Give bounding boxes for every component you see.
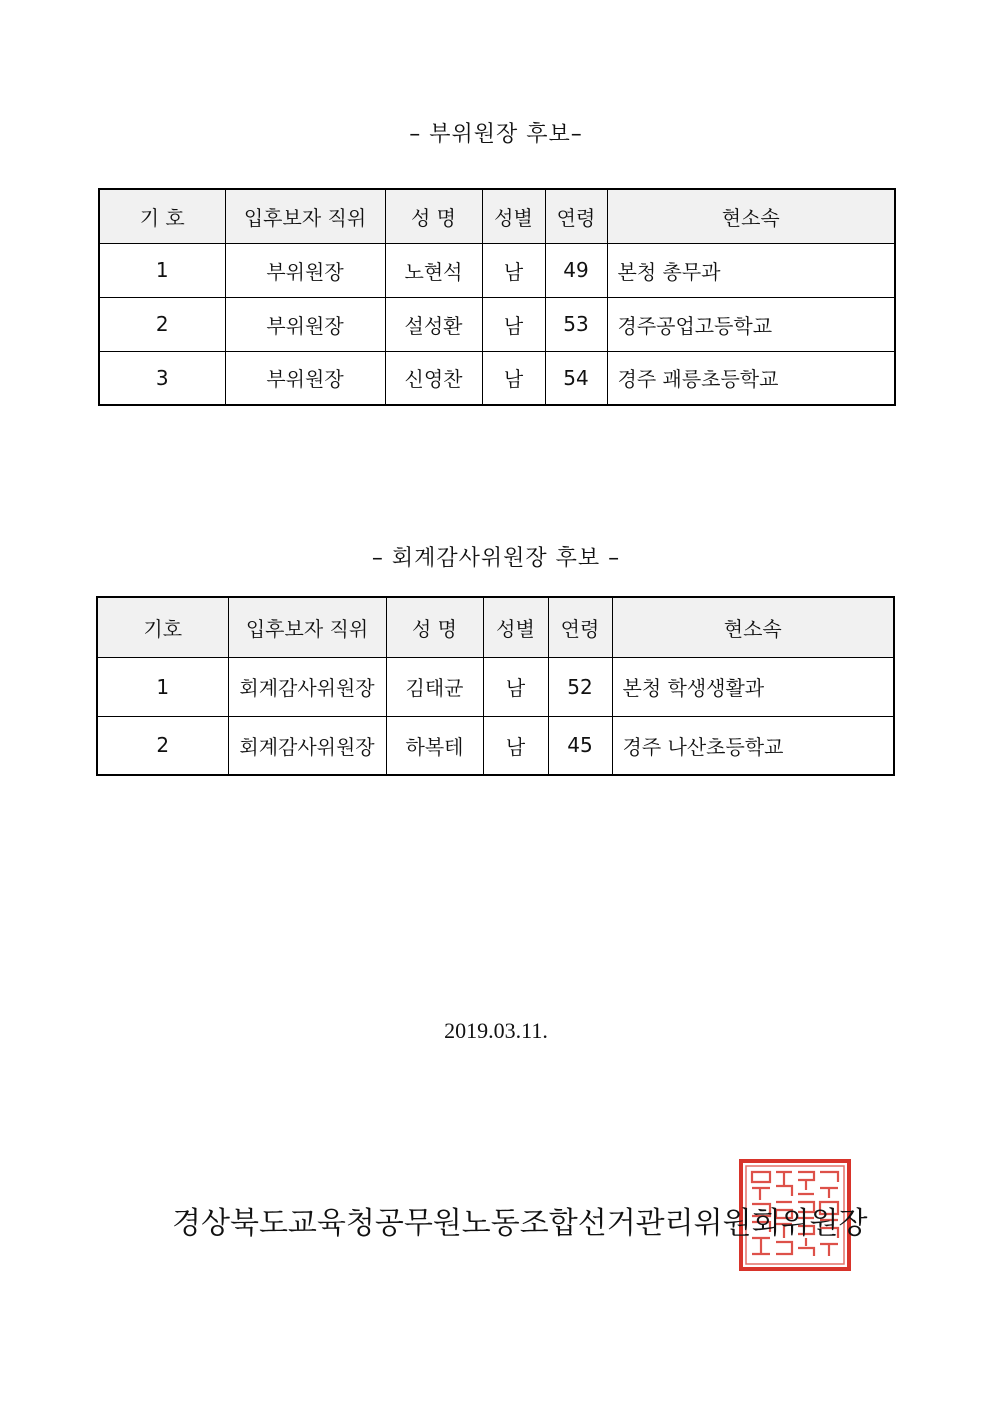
- cell-affiliation: 경주 괘릉초등학교: [607, 351, 895, 405]
- cell-name: 설성환: [385, 297, 482, 351]
- cell-number: 2: [97, 716, 228, 775]
- header-gender: 성별: [483, 597, 548, 657]
- cell-number: 1: [99, 243, 225, 297]
- header-position: 입후보자 직위: [228, 597, 386, 657]
- cell-age: 54: [545, 351, 607, 405]
- cell-name: 하복테: [386, 716, 483, 775]
- cell-gender: 남: [482, 297, 545, 351]
- cell-number: 1: [97, 657, 228, 716]
- header-name: 성 명: [385, 189, 482, 243]
- cell-name: 김태균: [386, 657, 483, 716]
- cell-position: 부위원장: [225, 297, 385, 351]
- cell-position: 회계감사위원장: [228, 716, 386, 775]
- cell-age: 52: [548, 657, 612, 716]
- cell-affiliation: 본청 총무과: [607, 243, 895, 297]
- cell-affiliation: 경주공업고등학교: [607, 297, 895, 351]
- cell-position: 부위원장: [225, 351, 385, 405]
- cell-position: 부위원장: [225, 243, 385, 297]
- table-row: [99, 243, 895, 297]
- cell-number: 3: [99, 351, 225, 405]
- cell-name: 노현석: [385, 243, 482, 297]
- document-date: 2019.03.11.: [444, 1018, 548, 1043]
- cell-age: 45: [548, 716, 612, 775]
- cell-gender: 남: [483, 657, 548, 716]
- section1-title: – 부위원장 후보–: [409, 122, 583, 147]
- header-name: 성 명: [386, 597, 483, 657]
- table-row: [99, 297, 895, 351]
- table-row: [97, 657, 894, 716]
- table-header-row: [97, 597, 894, 657]
- table-header-row: [99, 189, 895, 243]
- vice-chair-candidates-table: [98, 188, 896, 406]
- cell-gender: 남: [482, 351, 545, 405]
- header-gender: 성별: [482, 189, 545, 243]
- section2-title: – 회계감사위원장 후보 –: [371, 546, 621, 571]
- committee-chair-signature-line: 경상북도교육청공무원노동조합선거관리위원회위원장: [172, 1206, 868, 1241]
- header-affiliation: 현소속: [607, 189, 895, 243]
- header-age: 연령: [548, 597, 612, 657]
- cell-number: 2: [99, 297, 225, 351]
- cell-affiliation: 경주 나산초등학교: [612, 716, 894, 775]
- cell-gender: 남: [483, 716, 548, 775]
- table-row: [97, 716, 894, 775]
- header-age: 연령: [545, 189, 607, 243]
- header-affiliation: 현소속: [612, 597, 894, 657]
- cell-position: 회계감사위원장: [228, 657, 386, 716]
- header-number: 기호: [97, 597, 228, 657]
- cell-age: 49: [545, 243, 607, 297]
- header-position: 입후보자 직위: [225, 189, 385, 243]
- audit-chair-candidates-table: [96, 596, 895, 776]
- cell-affiliation: 본청 학생생활과: [612, 657, 894, 716]
- table-row: [99, 351, 895, 405]
- header-number: 기 호: [99, 189, 225, 243]
- cell-name: 신영찬: [385, 351, 482, 405]
- cell-gender: 남: [482, 243, 545, 297]
- cell-age: 53: [545, 297, 607, 351]
